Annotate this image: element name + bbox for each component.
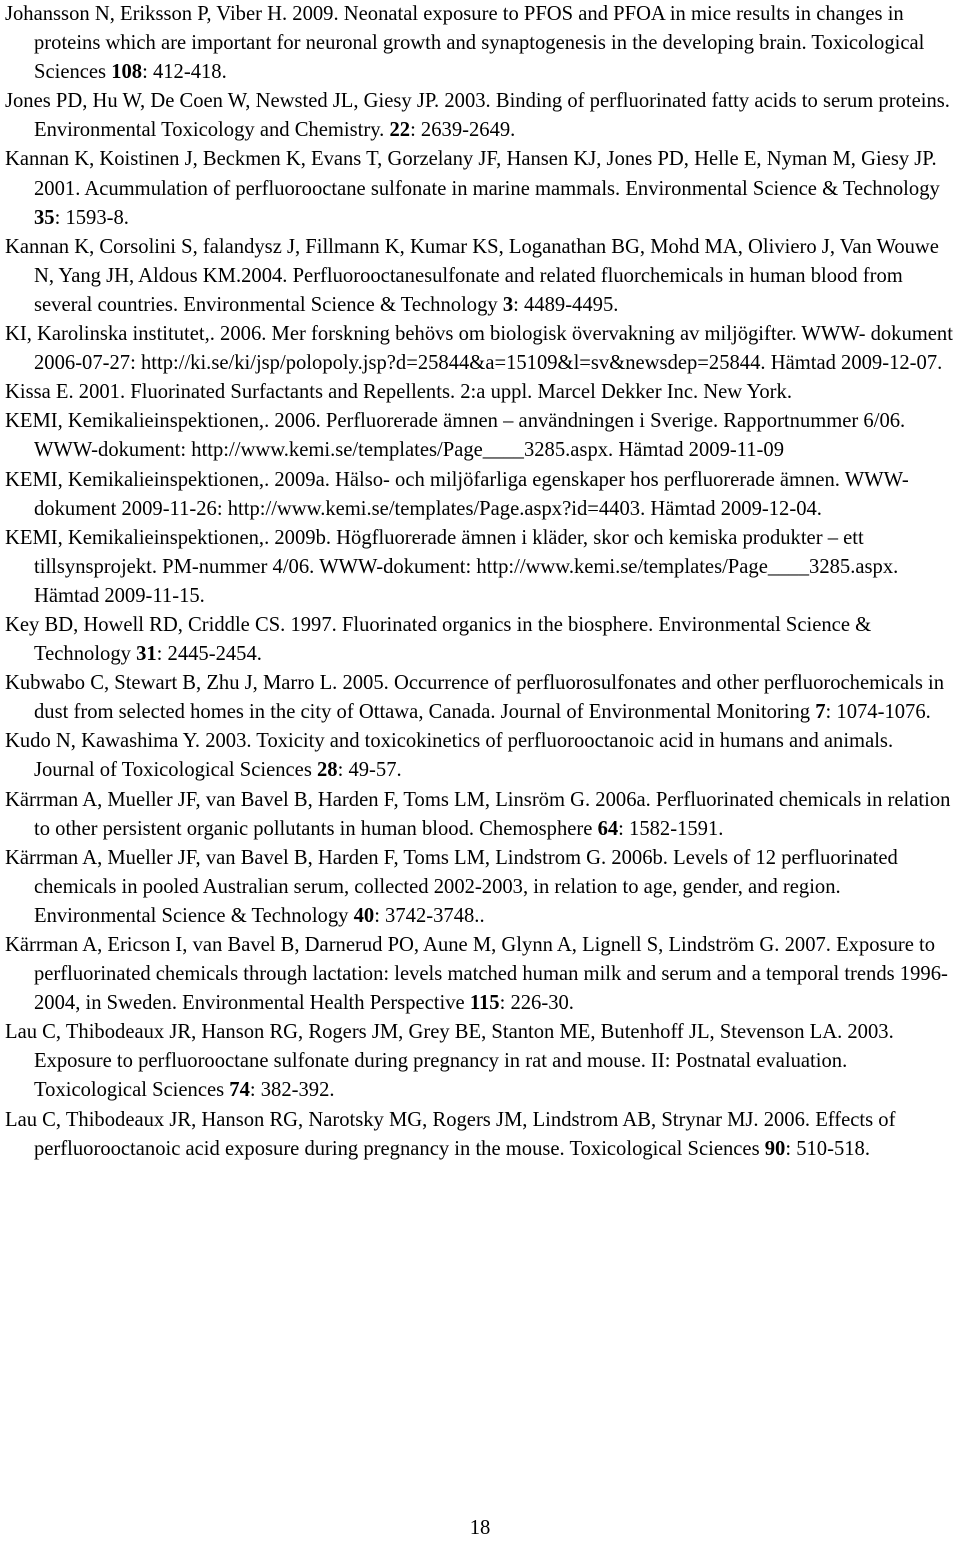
reference-list (5, 0, 955, 1164)
reference-volume: 64 (597, 817, 619, 840)
reference-volume: 108 (111, 61, 143, 84)
reference-entry (5, 466, 955, 524)
reference-text: Key BD, Howell RD, Criddle CS. 1997. Fluorinated organics in the biosphere. Environmental Science & Technology (5, 613, 872, 666)
reference-text: Kissa E. 2001. Fluorinated Surfactants and Repellents. 2:a uppl. Marcel Dekker Inc. New York. (5, 381, 792, 404)
reference-text: : 49-57. (337, 759, 402, 782)
reference-entry (5, 320, 955, 378)
reference-text: Lau C, Thibodeaux JR, Hanson RG, Narotsky MG, Rogers JM, Lindstrom AB, Strynar MJ. 2006. Effects of perfluorooctanoic acid exposure during pregnancy in the mouse. Toxicological Sciences (5, 1108, 896, 1160)
reference-entry (5, 727, 955, 785)
reference-entry (5, 611, 955, 669)
reference-entry (5, 378, 955, 407)
reference-volume: 74 (229, 1079, 250, 1102)
reference-volume: 35 (34, 206, 55, 229)
reference-text: Lau C, Thibodeaux JR, Hanson RG, Rogers JM, Grey BE, Stanton ME, Butenhoff JL, Stevenson LA. 2003. Exposure to perfluorooctane sulfonate during pregnancy in rat and mouse. II: Postnatal evaluation. Toxicological Sciences (5, 1021, 894, 1102)
reference-text: : 510-518. (785, 1137, 871, 1160)
reference-entry (5, 233, 955, 320)
reference-entry (5, 524, 955, 611)
reference-text: Kudo N, Kawashima Y. 2003. Toxicity and toxicokinetics of perfluorooctanoic acid in humans and animals. Journal of Toxicological Sciences (5, 730, 894, 782)
reference-text: : 1074-1076. (825, 701, 931, 724)
reference-volume: 28 (316, 759, 338, 782)
reference-volume: 115 (469, 992, 500, 1015)
reference-text: : 412-418. (142, 61, 227, 84)
reference-text: : 4489-4495. (513, 293, 619, 316)
reference-text: Kubwabo C, Stewart B, Zhu J, Marro L. 2005. Occurrence of perfluorosulfonates and other perfluorochemicals in dust from selected homes in the city of Ottawa, Canada. Journal of Environmental Monitoring (5, 672, 945, 724)
reference-text: Kannan K, Corsolini S, falandysz J, Fillmann K, Kumar KS, Loganathan BG, Mohd MA, Oliviero J, Van Wouwe N, Yang JH, Aldous KM.2004. Perfluorooctanesulfonate and related fluorchemicals in human blood from several countries. Environmental Science & Technology (5, 235, 939, 316)
reference-text: Kärrman A, Ericson I, van Bavel B, Darnerud PO, Aune M, Glynn A, Lignell S, Lindström G. 2007. Exposure to perfluorinated chemicals through lactation: levels matched human milk and serum and a temporal trends 1996-2004, in Sweden. Environmental Health Perspective (5, 934, 948, 1015)
reference-text: Kannan K, Koistinen J, Beckmen K, Evans T, Gorzelany JF, Hansen KJ, Jones PD, Helle E, Nyman M, Giesy JP. 2001. Acummulation of perfluorooctane sulfonate in marine mammals. Environmental Science & Technology (5, 148, 940, 200)
reference-entry (5, 0, 955, 87)
reference-text: KI, Karolinska institutet,. 2006. Mer forskning behövs om biologisk övervakning av miljögifter. WWW- dokument 2006-07-27: http://ki.se/ki/jsp/polopoly.jsp?d=25844&a=15109&l=sv&newsdep=25844. Hämtad 2009-12-07. (5, 323, 953, 375)
reference-text: KEMI, Kemikalieinspektionen,. 2006. Perfluorerade ämnen – användningen i Sverige. Rapportnummer 6/06. WWW-dokument: http://www.kemi.se/templates/Page____3285.aspx. Hämtad 2009-11-09 (5, 410, 906, 462)
reference-volume: 40 (353, 904, 375, 927)
reference-volume: 31 (136, 643, 157, 666)
page-number: 18 (469, 1517, 491, 1539)
reference-text: : 382-392. (249, 1079, 335, 1102)
reference-entry (5, 1106, 955, 1164)
reference-text: : 1593-8. (54, 206, 129, 229)
reference-entry (5, 1018, 955, 1105)
reference-entry (5, 931, 955, 1018)
reference-text: Kärrman A, Mueller JF, van Bavel B, Harden F, Toms LM, Linsröm G. 2006a. Perfluorinated chemicals in relation to other persistent organic pollutants in human blood. Chemosphere (5, 788, 951, 840)
reference-volume: 3 (502, 293, 514, 316)
reference-text: Jones PD, Hu W, De Coen W, Newsted JL, Giesy JP. 2003. Binding of perfluorinated fatty acids to serum proteins. Environmental Toxicology and Chemistry. (5, 90, 950, 142)
reference-text: : 2639-2649. (410, 119, 516, 142)
reference-text: : 1582-1591. (618, 817, 724, 840)
reference-text: KEMI, Kemikalieinspektionen,. 2009b. Högfluorerade ämnen i kläder, skor och kemiska produkter – ett tillsynsprojekt. PM-nummer 4/06. WWW-dokument: http://www.kemi.se/templates/Page____3285.aspx. Hämtad 2009-11-15. (5, 526, 899, 607)
reference-text: Johansson N, Eriksson P, Viber H. 2009. Neonatal exposure to PFOS and PFOA in mice results in changes in proteins which are important for neuronal growth and synaptogenesis in the developing brain. Toxicological Sciences (5, 3, 925, 84)
reference-text: KEMI, Kemikalieinspektionen,. 2009a. Hälso- och miljöfarliga egenskaper hos perfluorerade ämnen. WWW- dokument 2009-11-26: http://www.kemi.se/templates/Page.aspx?id=4403. Hämtad 2009-12-04. (5, 468, 909, 520)
reference-entry (5, 407, 955, 465)
reference-entry (5, 87, 955, 145)
reference-text: : 226-30. (499, 992, 574, 1015)
reference-text: : 2445-2454. (156, 643, 262, 666)
reference-volume: 7 (815, 701, 826, 724)
reference-text: Kärrman A, Mueller JF, van Bavel B, Harden F, Toms LM, Lindstrom G. 2006b. Levels of 12 perfluorinated chemicals in pooled Australian serum, collected 2002-2003, in relation to age, gender, and region. Environmental Science & Technology (5, 846, 898, 927)
reference-volume: 90 (764, 1137, 786, 1160)
reference-entry (5, 669, 955, 727)
reference-volume: 22 (389, 119, 411, 142)
reference-text: : 3742-3748.. (374, 904, 485, 927)
reference-entry (5, 145, 955, 232)
reference-entry (5, 844, 955, 931)
reference-entry (5, 786, 955, 844)
